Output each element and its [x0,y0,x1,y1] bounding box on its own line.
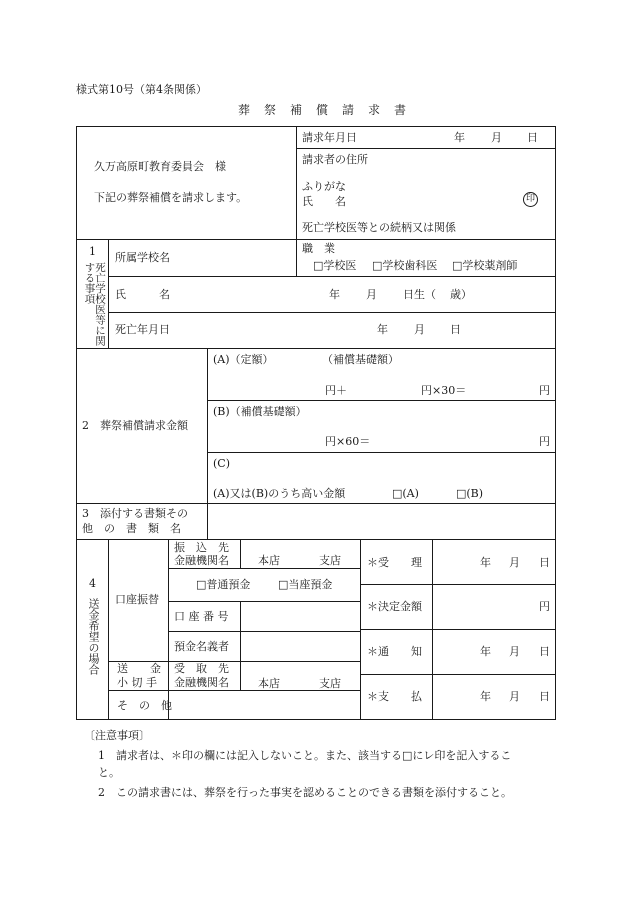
note-item-1-cont: と。 [98,766,120,779]
receiver-head-office-field[interactable]: 本店 [258,677,280,690]
deceased-name-label: 氏 名 [115,288,170,301]
money-order-line1: 送 金 [117,662,161,675]
office-paid-year[interactable]: 年 [480,690,491,703]
amount-a-base-label: （補償基礎額） [322,353,399,366]
account-number-label: 口 座 番 号 [174,610,229,623]
death-date-label: 死亡年月日 [115,323,170,336]
notes-heading: 〔注意事項〕 [84,729,150,742]
office-received-month[interactable]: 月 [509,556,520,569]
office-received-label: ＊受 理 [367,556,422,569]
note-item-2: 2 この請求書には、葬祭を行った事実を認めることのできる書類を添付すること。 [98,786,512,799]
office-received-day[interactable]: 日 [539,556,550,569]
amount-a-base-field[interactable]: 円×30＝ [421,384,467,397]
bank-branch-field[interactable]: 支店 [319,554,341,567]
recipient: 久万高原町教育委員会 様 [94,160,226,173]
claimant-name-label: 氏 名 [302,195,346,208]
other-method-label: そ の 他 [117,699,172,712]
request-date-month-field[interactable]: 月 [491,131,502,144]
amount-b-base-field[interactable]: 円×60＝ [325,435,371,448]
receiver-label-line2: 金融機関名 [174,676,229,689]
account-holder-label: 預金名義者 [174,640,229,653]
office-notified-day[interactable]: 日 [539,645,550,658]
receiver-label-line1: 受 取 先 [174,662,229,675]
office-paid-month[interactable]: 月 [509,690,520,703]
amount-c-option-a-checkbox[interactable]: □(A) [392,487,419,500]
occupation-school-dentist-checkbox[interactable]: □学校歯科医 [372,259,438,272]
amount-c-option-b-checkbox[interactable]: □(B) [456,487,484,500]
birth-year[interactable]: 年 [329,288,340,301]
birth-month[interactable]: 月 [366,288,377,301]
age-field[interactable]: 歳） [450,288,472,301]
seal-mark: 印 [523,192,538,207]
note-item-1: 1 請求者は、＊印の欄には記入しないこと。また、該当する□にレ印を記入するこ [98,749,512,762]
claimant-address-label: 請求者の住所 [302,153,368,166]
death-day[interactable]: 日 [450,323,461,336]
deposit-current-checkbox[interactable]: □当座預金 [278,578,333,591]
request-date-day-field[interactable]: 日 [527,131,538,144]
request-date-year-field[interactable]: 年 [454,131,465,144]
relation-label: 死亡学校医等との続柄又は関係 [302,221,456,234]
section3-label-line2: 他 の 書 類 名 [82,522,181,535]
office-notified-year[interactable]: 年 [480,645,491,658]
office-notified-month[interactable]: 月 [509,645,520,658]
section3-label-line1: 3 添付する書類その [82,507,188,520]
amount-a-label: (A)（定額） [213,353,274,366]
section1-number: 1 [89,245,96,258]
bank-head-office-field[interactable]: 本店 [258,554,280,567]
office-paid-day[interactable]: 日 [539,690,550,703]
page-title: 葬 祭 補 償 請 求 書 [238,103,408,117]
amount-c-choice-text: (A)又は(B)のうち高い金額 [213,487,346,500]
section4-vertical-label: 送金希望の場合 [87,598,100,675]
request-date-label: 請求年月日 [302,131,357,144]
office-received-year[interactable]: 年 [480,556,491,569]
amount-a-fixed-field[interactable]: 円＋ [325,384,347,397]
account-transfer-label: 口座振替 [115,593,159,606]
section1-vertical-label: 死亡学校医等に関する事項 [83,262,106,346]
office-decided-amount-label: ＊決定金額 [367,600,422,613]
amount-b-label: (B)（補償基礎額） [213,405,307,418]
request-text: 下記の葬祭補償を請求します。 [94,191,248,204]
section2-label: 2 葬祭補償請求金額 [82,419,188,432]
receiver-branch-field[interactable]: 支店 [319,677,341,690]
death-year[interactable]: 年 [377,323,388,336]
office-paid-label: ＊支 払 [367,690,422,703]
bank-label-line2: 金融機関名 [174,554,229,567]
money-order-line2: 小 切 手 [117,676,157,689]
death-month[interactable]: 月 [414,323,425,336]
amount-a-total-field[interactable]: 円 [539,384,550,397]
notes [84,726,554,803]
occupation-school-pharmacist-checkbox[interactable]: □学校薬剤師 [452,259,518,272]
bank-label-line1: 振 込 先 [174,541,229,554]
amount-b-total-field[interactable]: 円 [539,435,550,448]
school-name-label: 所属学校名 [115,251,170,264]
furigana-label: ふりがな [302,180,346,193]
birth-day[interactable]: 日生（ [403,288,436,301]
form-number: 様式第10号（第4条関係） [76,83,207,96]
section4-number: 4 [89,577,96,590]
occupation-school-doctor-checkbox[interactable]: □学校医 [313,259,357,272]
deposit-ordinary-checkbox[interactable]: □普通預金 [196,578,251,591]
office-notified-label: ＊通 知 [367,645,422,658]
occupation-label: 職 業 [302,242,335,255]
office-decided-amount-field[interactable]: 円 [539,600,550,613]
amount-c-label: (C) [213,457,230,470]
